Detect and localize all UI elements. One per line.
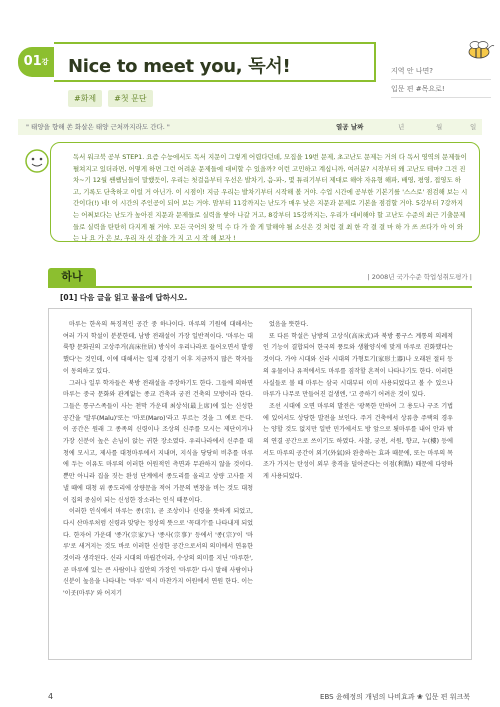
section-tab: 하나 [48, 268, 96, 286]
title-box [54, 42, 376, 82]
passage-paragraph: 이러한 인식에서 마루는 종(宗), 곧 조상이나 신령을 뜻하게 되었고, 다시 산마루처럼 신령과 맞닿는 정상의 뜻으로 '꼭대기'를 나타내게 되었다. 한자어 가운데 '종가(宗家)'나 '종사(宗事)' 등에서 '종(宗)'이 '마루'로 새겨지는 것도 바로 이러한 신성한 공간으로서의 의미에서 연유한 것이라 생각된다. 신라 시대의 마립간이라, 수상의 의미를 지닌 '마루한', 곧 마루에 있는 큰 사람이나 집안의 가장인 '마루한' 다시 말해 사람이나 신분이 높음을 나타내는 '마루' 역시 마찬가지 어원에서 연원 한다. 이는 '이곳(마루)' 와 어지기 [63, 508, 253, 598]
reading-passage [48, 308, 472, 660]
date-month: 월 [436, 123, 443, 131]
book-title: EBS 윤혜정의 개념의 나비효과 ❀ 입문 편 워크북 [320, 693, 470, 701]
reader-question-2: 입문 편 #목요로! [391, 84, 491, 98]
tag-first-paragraph: #첫 문단 [108, 90, 152, 107]
section-rule [48, 286, 472, 288]
motto-text: " 태양을 향해 쏜 화살은 태양 근처까지라도 간다. " [26, 123, 170, 131]
topic-tags [68, 90, 153, 107]
intro-notice [50, 142, 480, 242]
study-date-label: 열공 날짜 [336, 123, 364, 131]
notice-text: 독서 워크북 공부 STEP1. 요즘 수능에서도 독서 지문이 그렇게 어렵다던데, 모집을 19번 문제, 초고난도 문제는 거의 다 독서 영역의 문제들이 펼쳐지고 있더라면, 어떻게 하면 그런 어려운 문제들에 대비할 수 있을까? 이런 고민하고 계십니까, 여러분? 시작부터 왜 고난도 테마? 그건 진 차~기 12월 쌘쌤님들이 말했듯이, 우리는 첫걸음부터 우선은 발차기, 음-파-, 몇 튜리기부터 제대로 해야 자유형 해파, 배영, 평영, 접영도 하고, 기록도 단축하고 이럴 거 아닌가. 이 시점이! 지금 우리는 발차기부터 시작해 볼 거야. 수업 시간에 공부한 기본기를 '스스로' 점검해 보는 시간이다(!) 네! 이 시간의 주인공이 되어 보는 거야. 맘부터 11강까지는 난도가 매우 낮은 지문과 문제로 기본을 점검할 거야. 5강부터 7강까지는 어쩌보다는 난도가 높아진 지문과 문제들로 실력을 쌓아 나갈 거고, 8강부터 15강까지는, 우리가 대비해야 할 고난도 수준의 최근 기출문제들로 실력을 탄탄히 다지게 될 거야. 모든 국어의 왓 믹 수 다 가 쓸 게 말해야 될 소신은 것 처럼 결 최 한 각 결 결 마 하 가 쓰 쓰다가 아 이 와 는 나 요 가 은 보, 우리 자 신 감을 가 지 고 시 작 해 보자 ! [73, 153, 468, 243]
page-number: 4 [48, 692, 54, 701]
passage-paragraph: 그러나 일부 학자들은 북방 전래설을 주장하기도 한다. 그들에 의하면 마루는 중국 문화와 관계없는 종교 건축과 궁전 건축의 모방이라 한다. 그들은 통구스족들이 사는 천막 가운데 최상석(最上席)에 있는 신성한 공간을 '말루(Malu)'또는 '마로(Maro)'라고 부르는 것을 그 예로 든다. 이 공간은 원래 그 종족의 신령이나 조상의 신주를 모시는 제단이거나 가장 신분이 높은 손님이 앉는 귀한 장소였다. 우리나라에서 신주를 대청에 모시고, 제사를 대청마루에서 지내며, 지식을 당당히 비추를 마루에 두는 이유도 마루의 이러한 어원적인 측면과 무관하지 않을 것이다. 뿐만 아니라 집을 짓는 완성 단계에서 종도리를 올리고 상량 고사를 지낼 때에 대청 위 종도리에 상량문을 적어 가문의 번창을 비는 것도 대청이 집의 중심이 되는 신성한 장소라는 인식 때문이다. [63, 379, 253, 504]
passage-paragraph: 마루는 한옥의 특징적인 공간 중 하나이다. 마루의 기원에 대해서는 여러 가지 학설이 분분한데, 남방 전래설이 가장 일반적이다. '마루는 대륙향 문화권의 고상주거(高床住居) 방식이 우리나라로 들어오면서 발생했다'는 것인데, 이에 대해서는 일제 강점기 이후 지금까지 많은 학자들이 동의하고 있다. [63, 321, 253, 375]
flower-icon [22, 146, 52, 176]
chapter-header [18, 38, 482, 118]
page-footer [0, 690, 500, 707]
tag-topic: #화제 [68, 90, 102, 107]
passage-paragraph: 었음을 뜻한다. [269, 321, 309, 328]
passage-paragraph: 조선 시대에 오면 마루의 발전은 '광폭한 만하여 그 용도나 구조 기법에 있어서도 상당한 발전을 보인다. 주거 건축에서 상류층 주택의 경우는 양할 것도 없지만 일반 민가에서도 방 앞으로 툇마루를 내어 안과 밖의 연결 공간으로 쓰이기도 하였다. 사찰, 궁전, 서원, 향교, 누(樓) 등에서도 마루의 공간이 외기(外氣)와 완충하는 효과 때문에, 또는 마루의 목조가 가지는 탄성이 외부 충격을 덜어준다는 이점(利點) 때문에 다양하게 사용되었다. [263, 402, 453, 481]
page-title: Nice to meet you, 독서! [68, 56, 291, 77]
passage-paragraph: 또 다른 학설은 남방의 고상식(高床式)과 북방 퉁구스 계통의 의례적인 기능이 결합되어 한국의 풍토와 생활양식에 맞게 마루로 진화했다는 것이다. 가야 시대와 신라 시대의 가형토기(家形土器)나 오래된 절터 등의 유물이나 유적에서도 마루를 짐작할 흔적이 나타나기도 한다. 이러한 사실들로 볼 때 마루는 삼국 시대부터 이미 사용되었다고 볼 수 있으나 마루가 나무로 만들어진 걸생엔, '고 증하기 어려운 것이 있다. [263, 332, 453, 399]
passage-left-column [63, 319, 253, 600]
bee-icon [461, 38, 495, 60]
date-day: 일 [470, 123, 477, 131]
date-year: 년 [398, 123, 405, 131]
reader-question-1: 지역 안 나면? [391, 66, 491, 80]
passage-right-column [263, 319, 453, 483]
chapter-suffix: 강 [41, 58, 49, 66]
chapter-number: 01 [23, 54, 42, 69]
chapter-badge [18, 47, 54, 77]
source-label: | 2008년 국가수준 학업성취도평가 | [367, 273, 472, 281]
motto-bar [18, 119, 482, 135]
question-prompt: [01] 다음 글을 읽고 물음에 답하시오. [60, 293, 188, 302]
